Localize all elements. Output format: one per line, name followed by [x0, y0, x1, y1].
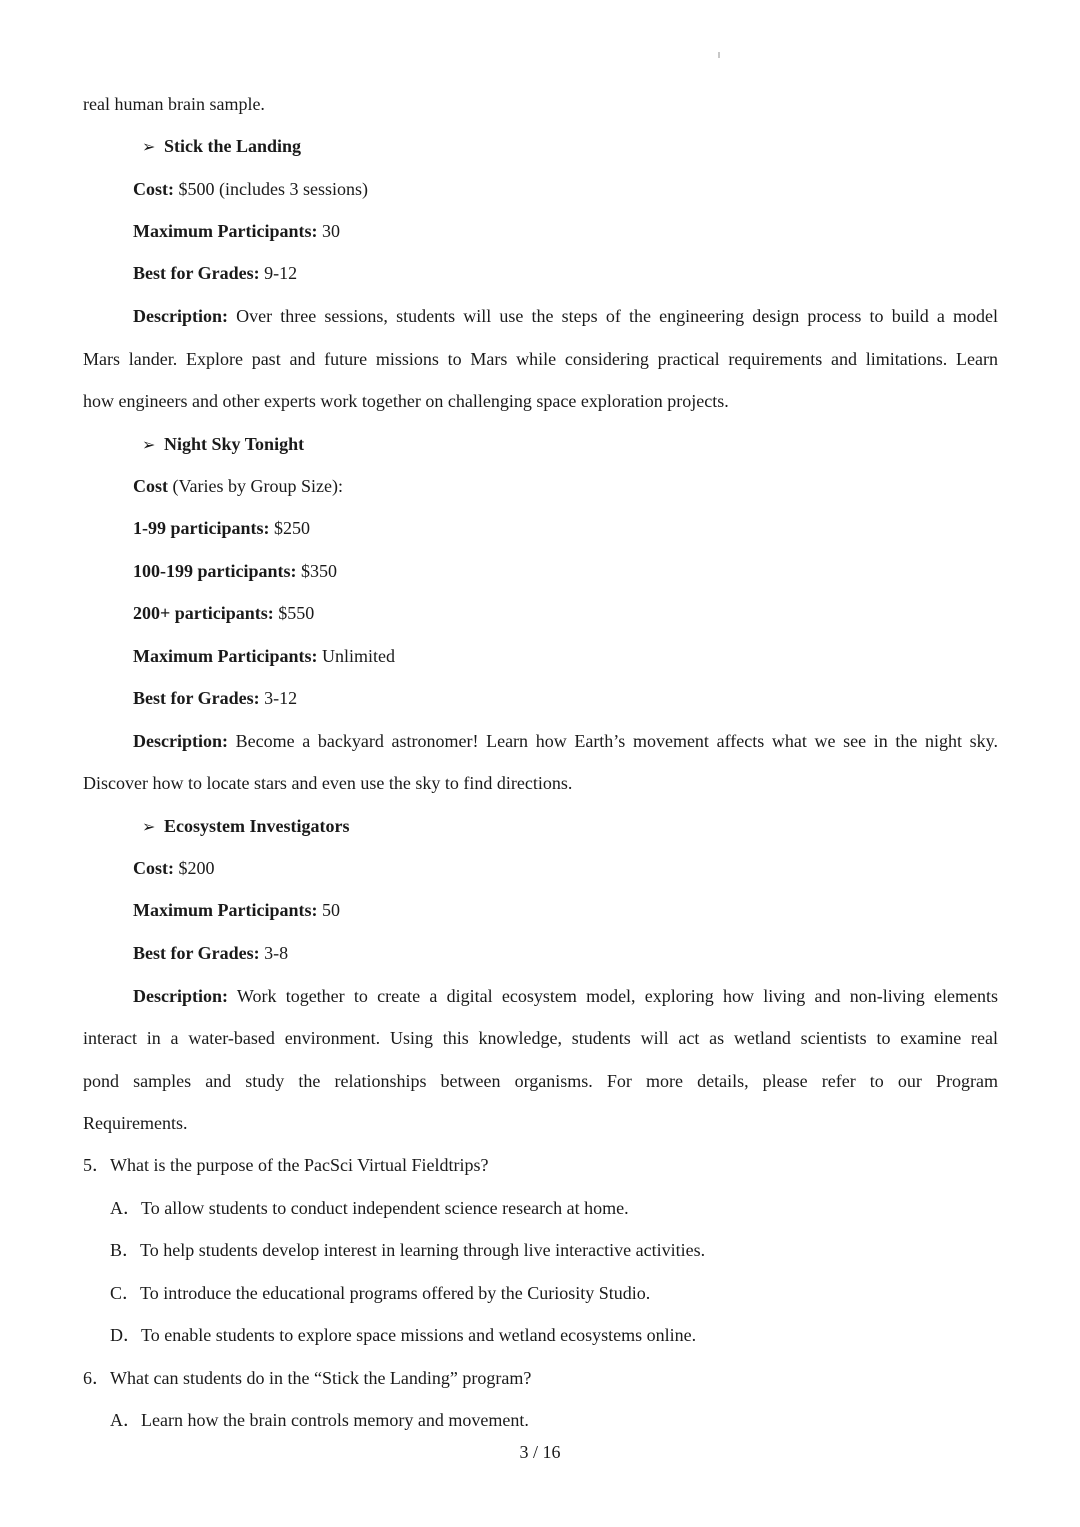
question-number: 6． [83, 1368, 110, 1388]
program-description-line: Mars lander. Explore past and future missions to Mars while considering practical requirements and limitations. Learn [83, 349, 998, 369]
program-grades: Best for Grades: 3-8 [133, 943, 289, 963]
program-cost: Cost (Varies by Group Size): [133, 476, 343, 496]
price-tier: 200+ participants: $550 [133, 603, 315, 623]
question-text: What can students do in the “Stick the Landing” program? [110, 1368, 532, 1388]
question-number: 5． [83, 1155, 110, 1175]
program-max-participants: Maximum Participants: Unlimited [133, 646, 395, 666]
option-letter: C． [110, 1283, 141, 1303]
program-description-line: Description: Become a backyard astronomer! Learn how Earth’s movement affects what we see in the night sky. [133, 731, 998, 751]
option-text: Learn how the brain controls memory and movement. [141, 1410, 529, 1430]
program-description-line: pond samples and study the relationships between organisms. For more details, please refer to our Program [83, 1071, 998, 1091]
scan-marker [718, 52, 720, 58]
option-letter: D． [110, 1325, 141, 1345]
page-number [0, 1440, 1080, 1464]
answer-option-c [110, 1281, 650, 1305]
arrowhead-bullet-icon: ➢ [142, 435, 156, 454]
program-description-line: how engineers and other experts work together on challenging space exploration projects. [83, 391, 729, 411]
question-6 [83, 1366, 531, 1390]
page-separator: / [532, 1442, 538, 1462]
answer-option-a [110, 1408, 529, 1432]
option-text: To enable students to explore space missions and wetland ecosystems online. [141, 1325, 697, 1345]
option-text: To introduce the educational programs offered by the Curiosity Studio. [140, 1283, 651, 1303]
program-description-line: Description: Over three sessions, students will use the steps of the engineering design process to build a model [133, 306, 998, 326]
program-heading-stick-the-landing [142, 134, 301, 159]
arrowhead-bullet-icon: ➢ [142, 817, 156, 836]
program-cost: Cost: $200 [133, 858, 215, 878]
total-pages: 16 [542, 1442, 561, 1462]
program-grades: Best for Grades: 3-12 [133, 688, 298, 708]
question-text: What is the purpose of the PacSci Virtual Fieldtrips? [110, 1155, 489, 1175]
option-text: To help students develop interest in learning through live interactive activities. [140, 1240, 706, 1260]
current-page: 3 [519, 1442, 529, 1462]
option-letter: A． [110, 1410, 141, 1430]
question-5 [83, 1153, 489, 1177]
price-tier: 100-199 participants: $350 [133, 561, 337, 581]
option-letter: B． [110, 1240, 141, 1260]
program-description-line: Requirements. [83, 1113, 188, 1133]
program-description-line: Discover how to locate stars and even use the sky to find directions. [83, 773, 573, 793]
arrowhead-bullet-icon: ➢ [142, 137, 156, 156]
program-cost: Cost: $500 (includes 3 sessions) [133, 179, 368, 199]
intro-tail: real human brain sample. [83, 94, 265, 114]
option-text: To allow students to conduct independent science research at home. [141, 1198, 629, 1218]
price-tier: 1-99 participants: $250 [133, 518, 310, 538]
answer-option-a [110, 1196, 629, 1220]
program-grades: Best for Grades: 9-12 [133, 263, 298, 283]
program-heading-night-sky-tonight [142, 432, 304, 457]
program-max-participants: Maximum Participants: 30 [133, 221, 340, 241]
program-name: Ecosystem Investigators [164, 816, 350, 836]
program-description-line: Description: Work together to create a digital ecosystem model, exploring how living and non-living elements [133, 986, 998, 1006]
program-name: Stick the Landing [164, 136, 302, 156]
program-max-participants: Maximum Participants: 50 [133, 900, 340, 920]
answer-option-d [110, 1323, 696, 1347]
program-heading-ecosystem-investigators [142, 814, 349, 839]
option-letter: A． [110, 1198, 141, 1218]
answer-option-b [110, 1238, 705, 1262]
program-name: Night Sky Tonight [164, 434, 305, 454]
program-description-line: interact in a water-based environment. Using this knowledge, students will act as wetland scientists to examine real [83, 1028, 998, 1048]
